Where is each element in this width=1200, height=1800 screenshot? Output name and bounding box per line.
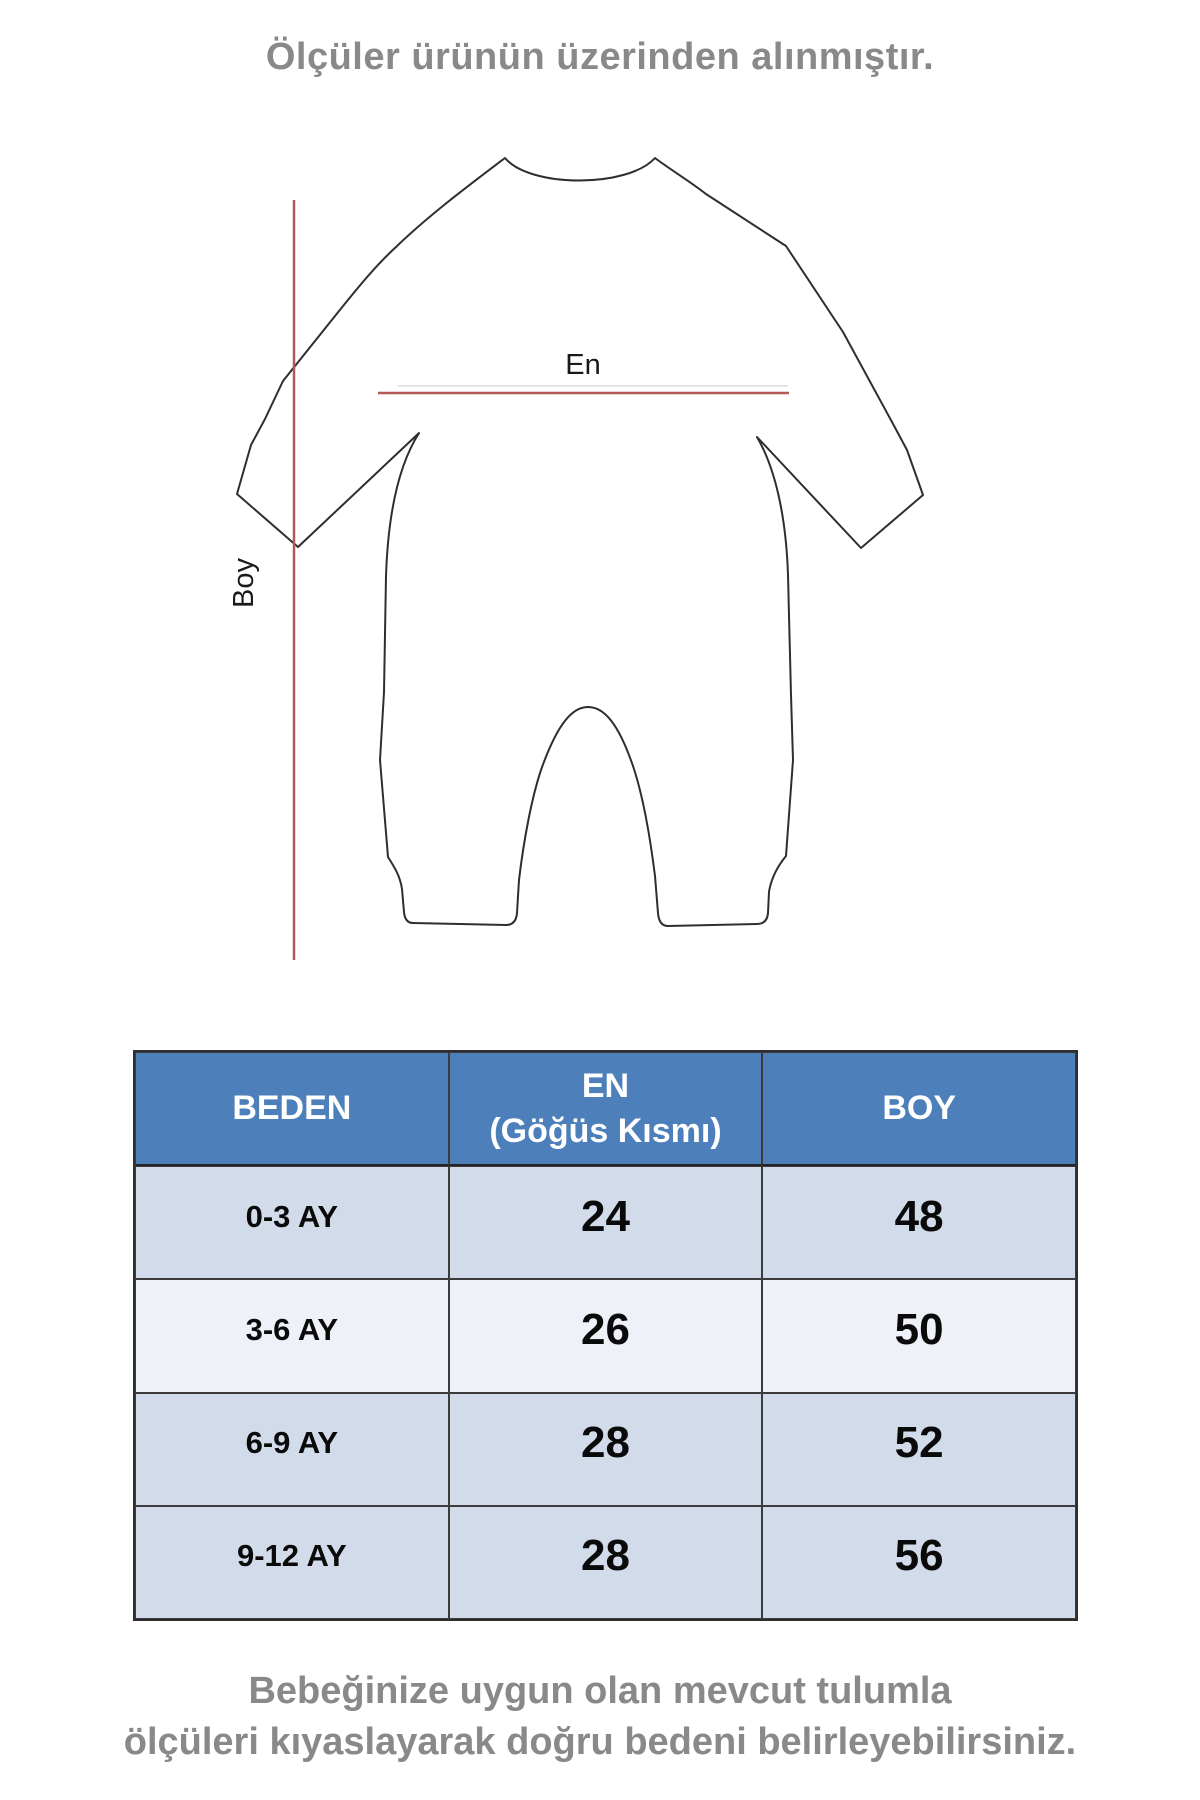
- cell-size-9-12: 9-12 AY: [135, 1506, 449, 1619]
- width-label: En: [565, 349, 601, 381]
- header-label-beden: BEDEN: [232, 1089, 352, 1128]
- cell-en-3-6: 26: [449, 1279, 763, 1392]
- header-cell-beden: [135, 1052, 449, 1166]
- romper-outline: [237, 158, 923, 926]
- page-title: Ölçüler ürünün üzerinden alınmıştır.: [265, 36, 935, 78]
- footer-note-line2: ölçüleri kıyaslayarak doğru bedeni belirleyebilirsiniz.: [123, 1721, 1077, 1764]
- header-label-en: EN: [581, 1067, 630, 1106]
- footer-note-line1: Bebeğinize uygun olan mevcut tulumla: [248, 1670, 952, 1712]
- cell-size-0-3: 0-3 AY: [135, 1166, 449, 1279]
- footer-note: [0, 1666, 1200, 1769]
- header-label-boy: BOY: [882, 1089, 956, 1128]
- cell-en-0-3: 24: [449, 1166, 763, 1279]
- height-label: Boy: [228, 558, 260, 608]
- cell-en-9-12: 28: [449, 1506, 763, 1619]
- cell-size-6-9: 6-9 AY: [135, 1393, 449, 1506]
- cell-boy-6-9: 52: [762, 1393, 1076, 1506]
- header-cell-en: [449, 1052, 763, 1166]
- cell-en-6-9: 28: [449, 1393, 763, 1506]
- cell-boy-9-12: 56: [762, 1506, 1076, 1619]
- cell-boy-3-6: 50: [762, 1279, 1076, 1392]
- cell-size-3-6: 3-6 AY: [135, 1279, 449, 1392]
- size-table: [133, 1050, 1078, 1621]
- header-sublabel-en: (Göğüs Kısmı): [489, 1111, 722, 1150]
- cell-boy-0-3: 48: [762, 1166, 1076, 1279]
- header-cell-boy: [762, 1052, 1076, 1166]
